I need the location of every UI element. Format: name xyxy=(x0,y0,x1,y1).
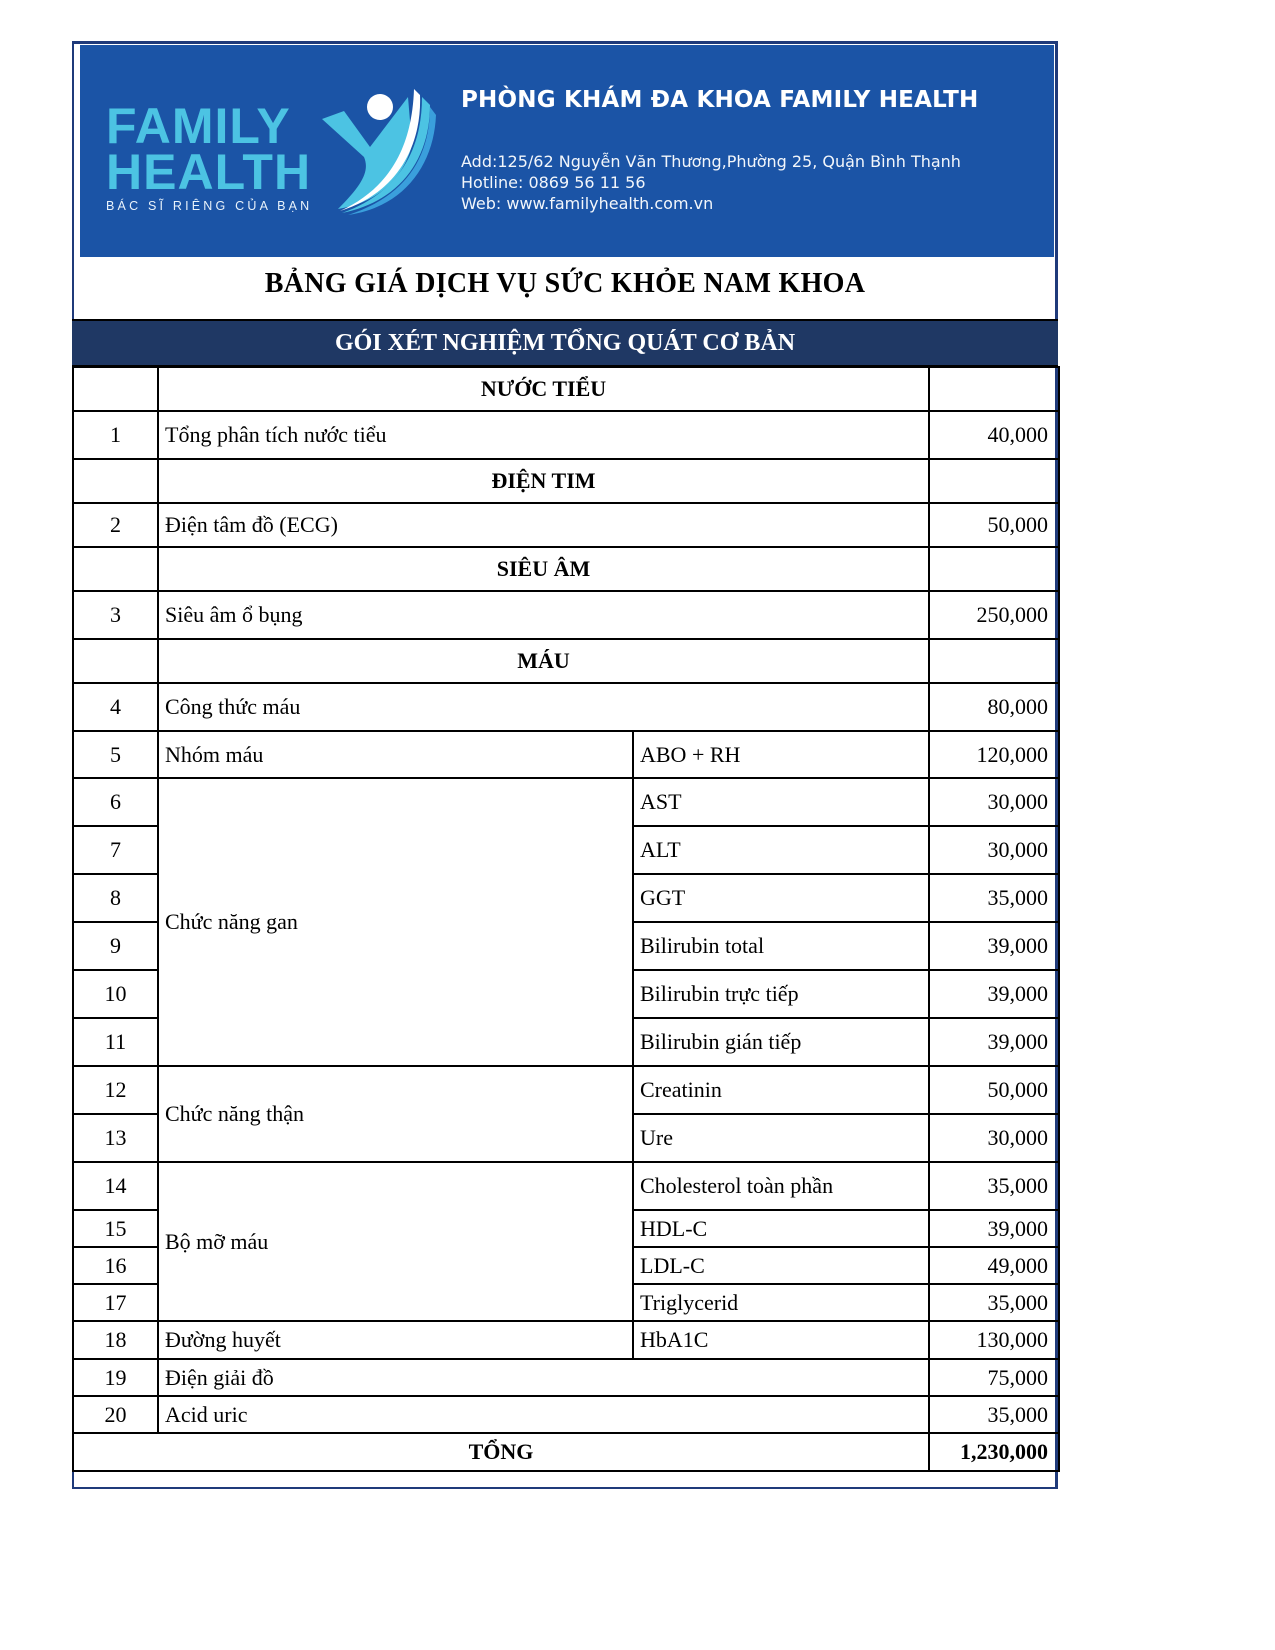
clinic-address xyxy=(461,151,961,172)
service-price: 39,000 xyxy=(929,922,1059,970)
service-price: 130,000 xyxy=(929,1321,1059,1359)
row-number: 18 xyxy=(73,1321,158,1359)
service-price: 39,000 xyxy=(929,1018,1059,1066)
row-number: 19 xyxy=(73,1359,158,1396)
row-number: 15 xyxy=(73,1210,158,1247)
table-row xyxy=(73,411,1059,459)
table-row xyxy=(73,778,1059,826)
table-row xyxy=(73,683,1059,731)
test-name: LDL-C xyxy=(633,1247,929,1284)
section-label: SIÊU ÂM xyxy=(158,547,929,591)
test-name: Triglycerid xyxy=(633,1284,929,1321)
table-row xyxy=(73,1359,1059,1396)
test-name: Creatinin xyxy=(633,1066,929,1114)
row-number: 12 xyxy=(73,1066,158,1114)
service-price: 40,000 xyxy=(929,411,1059,459)
section-row-blood xyxy=(73,639,1059,683)
service-price: 35,000 xyxy=(929,1396,1059,1433)
service-name: Đường huyết xyxy=(158,1321,633,1359)
service-price: 50,000 xyxy=(929,503,1059,547)
row-number: 17 xyxy=(73,1284,158,1321)
service-price: 120,000 xyxy=(929,731,1059,778)
service-price: 39,000 xyxy=(929,970,1059,1018)
row-number: 5 xyxy=(73,731,158,778)
table-row xyxy=(73,1162,1059,1210)
service-price: 35,000 xyxy=(929,874,1059,922)
table-row xyxy=(73,1321,1059,1359)
service-name: Điện tâm đồ (ECG) xyxy=(158,503,929,547)
row-number: 2 xyxy=(73,503,158,547)
service-name: Siêu âm ổ bụng xyxy=(158,591,929,639)
test-name: GGT xyxy=(633,874,929,922)
row-number: 11 xyxy=(73,1018,158,1066)
table-row xyxy=(73,1066,1059,1114)
test-name: ALT xyxy=(633,826,929,874)
section-label: NƯỚC TIỂU xyxy=(158,367,929,411)
section-label: ĐIỆN TIM xyxy=(158,459,929,503)
row-number: 4 xyxy=(73,683,158,731)
row-number: 10 xyxy=(73,970,158,1018)
section-row-urine xyxy=(73,367,1059,411)
person-swoosh-logo-icon xyxy=(318,85,438,215)
table-row xyxy=(73,731,1059,778)
section-row-ultrasound xyxy=(73,547,1059,591)
service-price: 35,000 xyxy=(929,1162,1059,1210)
clinic-banner xyxy=(80,45,1054,257)
row-number: 9 xyxy=(73,922,158,970)
total-label: TỔNG xyxy=(73,1433,929,1471)
service-price: 49,000 xyxy=(929,1247,1059,1284)
service-group-name: Chức năng thận xyxy=(158,1066,633,1162)
test-name: Bilirubin trực tiếp xyxy=(633,970,929,1018)
service-group-name: Bộ mỡ máu xyxy=(158,1162,633,1321)
logo-line-2: HEALTH xyxy=(106,144,312,200)
section-row-ecg xyxy=(73,459,1059,503)
test-name: ABO + RH xyxy=(633,731,929,778)
total-value: 1,230,000 xyxy=(929,1433,1059,1471)
test-name: Bilirubin gián tiếp xyxy=(633,1018,929,1066)
service-group-name: Chức năng gan xyxy=(158,778,633,1066)
service-price: 250,000 xyxy=(929,591,1059,639)
logo-wordmark xyxy=(106,98,312,200)
clinic-name: PHÒNG KHÁM ĐA KHOA FAMILY HEALTH xyxy=(461,87,979,113)
clinic-contact-info xyxy=(461,151,961,214)
test-name: HDL-C xyxy=(633,1210,929,1247)
logo-tagline: BÁC SĨ RIÊNG CỦA BẠN xyxy=(106,199,313,213)
service-name: Điện giải đồ xyxy=(158,1359,929,1396)
row-number: 7 xyxy=(73,826,158,874)
clinic-hotline: Hotline: 0869 56 11 56 xyxy=(461,173,646,192)
price-table xyxy=(72,366,1060,1472)
address-label: Add: xyxy=(461,152,498,171)
test-name: HbA1C xyxy=(633,1321,929,1359)
service-name: Tổng phân tích nước tiểu xyxy=(158,411,929,459)
table-row xyxy=(73,1396,1059,1433)
row-number: 16 xyxy=(73,1247,158,1284)
service-price: 30,000 xyxy=(929,778,1059,826)
service-name: Acid uric xyxy=(158,1396,929,1433)
total-row xyxy=(73,1433,1059,1471)
service-price: 35,000 xyxy=(929,1284,1059,1321)
row-number: 8 xyxy=(73,874,158,922)
address-value: 125/62 Nguyễn Văn Thương,Phường 25, Quận Bình Thạnh xyxy=(497,152,961,171)
table-row xyxy=(73,591,1059,639)
service-price: 30,000 xyxy=(929,1114,1059,1162)
row-number: 20 xyxy=(73,1396,158,1433)
test-name: Bilirubin total xyxy=(633,922,929,970)
service-price: 39,000 xyxy=(929,1210,1059,1247)
logo-line-1: FAMILY xyxy=(106,98,291,154)
row-number: 1 xyxy=(73,411,158,459)
service-name: Công thức máu xyxy=(158,683,929,731)
section-label: MÁU xyxy=(158,639,929,683)
service-price: 80,000 xyxy=(929,683,1059,731)
page-title: BẢNG GIÁ DỊCH VỤ SỨC KHỎE NAM KHOA xyxy=(264,268,866,299)
service-price: 50,000 xyxy=(929,1066,1059,1114)
package-header: GÓI XÉT NGHIỆM TỔNG QUÁT CƠ BẢN xyxy=(72,319,1058,367)
test-name: AST xyxy=(633,778,929,826)
clinic-website: Web: www.familyhealth.com.vn xyxy=(461,194,714,213)
service-price: 75,000 xyxy=(929,1359,1059,1396)
table-row xyxy=(73,503,1059,547)
row-number: 3 xyxy=(73,591,158,639)
row-number: 14 xyxy=(73,1162,158,1210)
test-name: Cholesterol toàn phần xyxy=(633,1162,929,1210)
service-name: Nhóm máu xyxy=(158,731,633,778)
service-price: 30,000 xyxy=(929,826,1059,874)
row-number: 13 xyxy=(73,1114,158,1162)
row-number: 6 xyxy=(73,778,158,826)
test-name: Ure xyxy=(633,1114,929,1162)
